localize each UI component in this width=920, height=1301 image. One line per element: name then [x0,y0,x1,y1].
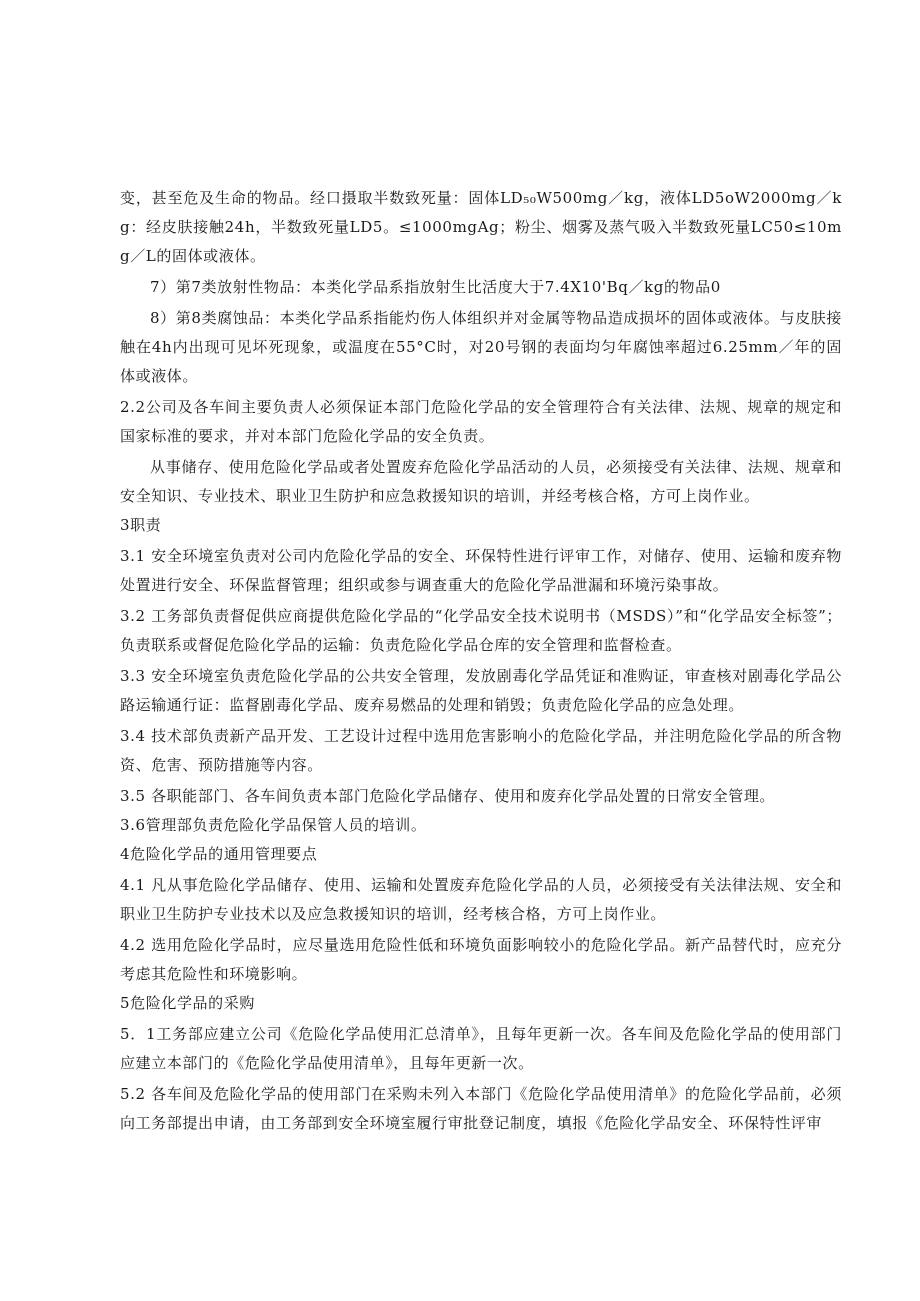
paragraph-5-1: 5．1工务部应建立公司《危险化学品使用汇总清单》，且每年更新一次。各车间及危险化学品的使用部门应建立本部门的《危险化学品使用清单》，且每年更新一次。 [120,1025,842,1072]
paragraph-2-2: 2.2公司及各车间主要负责人必须保证本部门危险化学品的安全管理符合有关法律、法规、规章的规定和国家标准的要求，并对本部门危险化学品的安全负责。 [120,398,842,445]
document-body [120,184,842,1138]
section-heading-4: 4危险化学品的通用管理要点 [120,845,318,863]
paragraph-3-5: 3.5 各职能部门、各车间负责本部门危险化学品储存、使用和废弃化学品处置的日常安全管理。 [120,787,776,805]
paragraph-4-2: 4.2 选用危险化学品时，应尽量选用危险性低和环境负面影响较小的危险化学品。新产品替代时，应充分考虑其危险性和环境影响。 [120,936,842,983]
paragraph-class-7-radioactive: 7）第7类放射性物品：本类化学品系指放射生比活度大于7.4X10'Bq／kg的物品0 [150,278,721,296]
paragraph-4-1: 4.1 凡从事危险化学品储存、使用、运输和处置废弃危险化学品的人员，必须接受有关法律法规、安全和职业卫生防护专业技术以及应急救援知识的培训，经考核合格，方可上岗作业。 [120,876,842,923]
paragraph-3-4: 3.4 技术部负责新产品开发、工艺设计过程中选用危害影响小的危险化学品，并注明危险化学品的所含物资、危害、预防措施等内容。 [120,727,842,774]
paragraph-3-1: 3.1 安全环境室负责对公司内危险化学品的安全、环保特性进行评审工作，对储存、使用、运输和废弃物处置进行安全、环保监督管理；组织或参与调查重大的危险化学品泄漏和环境污染事故。 [120,547,842,594]
paragraph-5-2: 5.2 各车间及危险化学品的使用部门在采购未列入本部门《危险化学品使用清单》的危险化学品前，必须向工务部提出申请，由工务部到安全环境室履行审批登记制度，填报《危险化学品安全、环保特性评审 [120,1085,842,1132]
paragraph-3-3: 3.3 安全环境室负责危险化学品的公共安全管理，发放剧毒化学品凭证和准购证，审查核对剧毒化学品公路运输通行证：监督剧毒化学品、废弃易燃品的处理和销毁；负责危险化学品的应急处理。 [120,667,842,714]
paragraph-toxic-continued: 变，甚至危及生命的物品。经口摄取半数致死量：固体LD₅₀W500mg／kg，液体LD5oW2000mg／kg：经皮肤接触24h，半数致死量LD5。≤1000mgAg；粉尘、烟雾及蒸气吸入半数致死量LC50≤10mg／L的固体或液体。 [120,189,842,265]
section-heading-3: 3职责 [120,516,162,534]
section-heading-5: 5危险化学品的采购 [120,994,255,1012]
paragraph-personnel-training: 从事储存、使用危险化学品或者处置废弃危险化学品活动的人员，必须接受有关法律、法规、规章和安全知识、专业技术、职业卫生防护和应急救援知识的培训，并经考核合格，方可上岗作业。 [120,458,842,505]
paragraph-3-6: 3.6管理部负责危险化学品保管人员的培训。 [120,816,427,834]
paragraph-3-2: 3.2 工务部负责督促供应商提供危险化学品的“化学品安全技术说明书（MSDS）”和“化学品安全标签”；负责联系或督促危险化学品的运输：负责危险化学品仓库的安全管理和监督检查。 [120,607,842,654]
paragraph-class-8-corrosive: 8）第8类腐蚀品：本类化学品系指能灼伤人体组织并对金属等物品造成损坏的固体或液体。与皮肤接触在4h内出现可见坏死现象，或温度在55°C时，对20号钢的表面均匀年腐蚀率超过6.25mm／年的固体或液体。 [120,309,842,385]
